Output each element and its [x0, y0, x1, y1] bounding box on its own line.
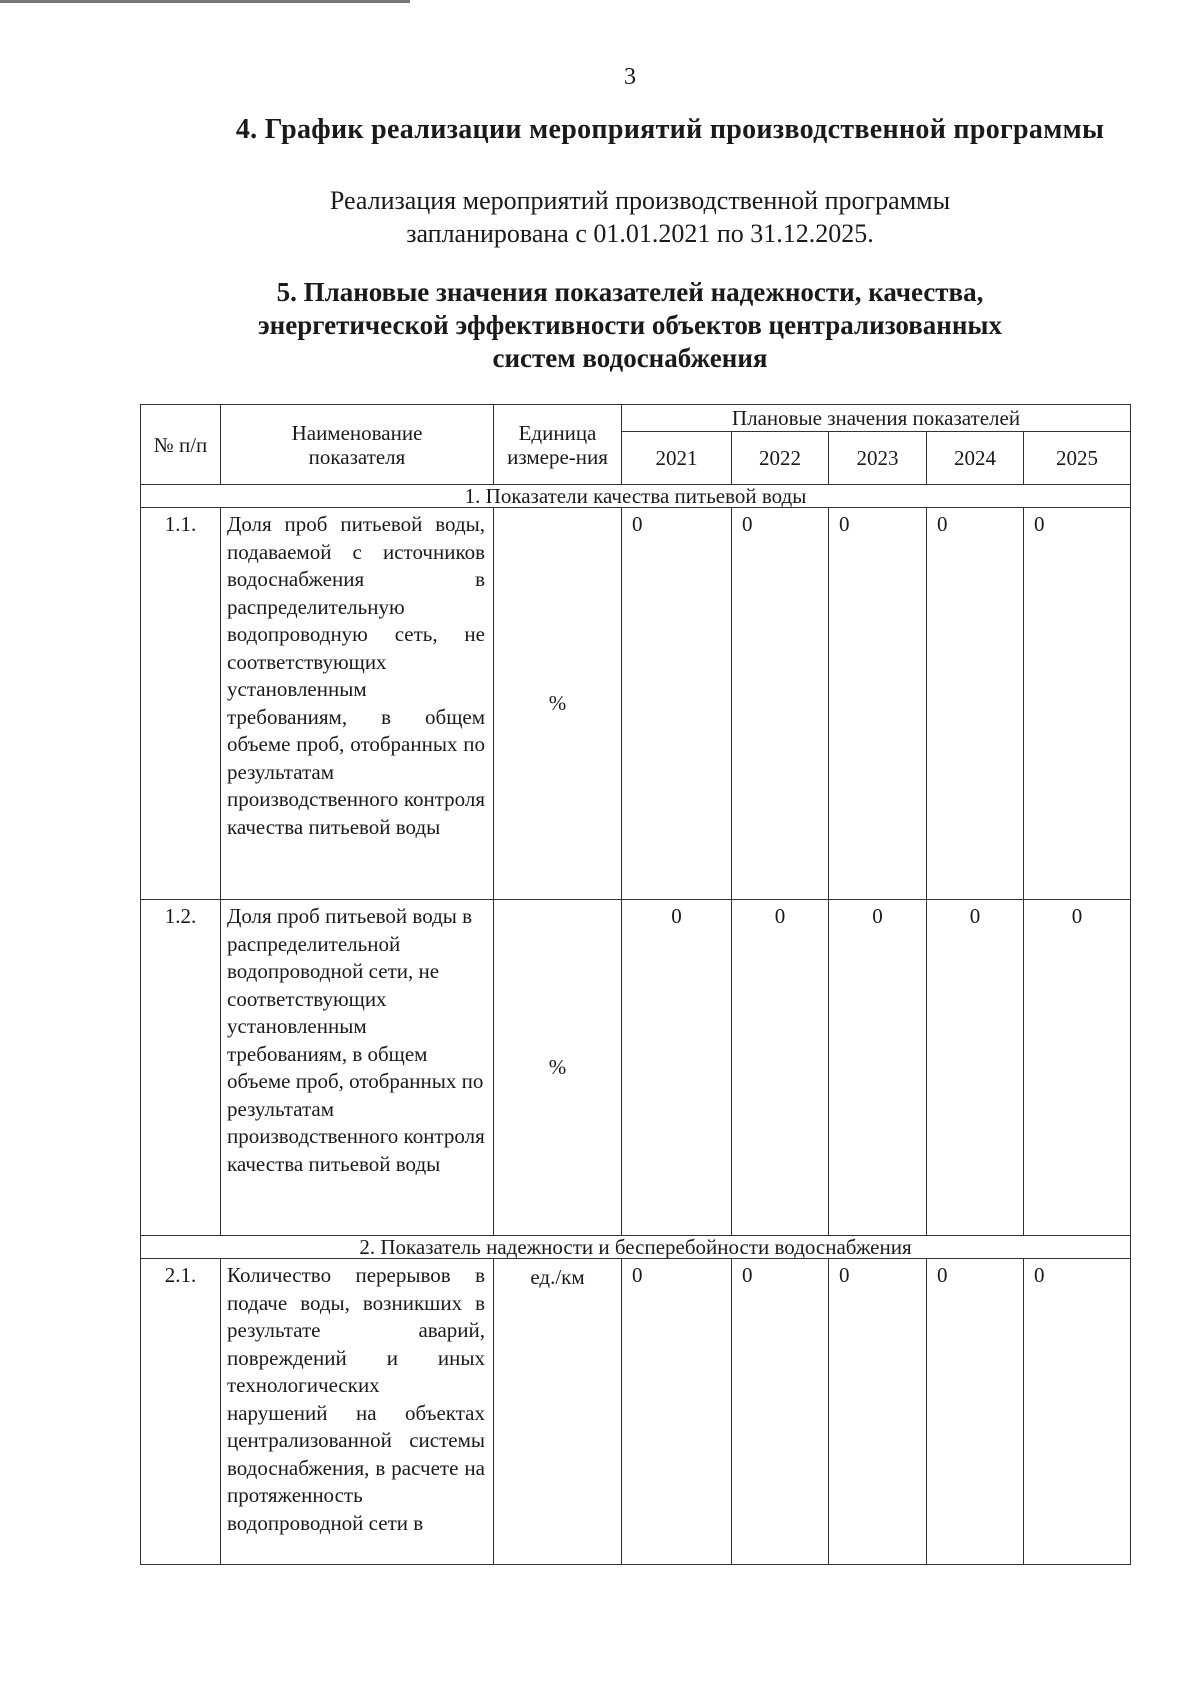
header-unit: Единица измере-ния	[494, 405, 622, 485]
header-year: 2024	[927, 432, 1024, 485]
header-planned-values: Плановые значения показателей	[622, 405, 1131, 432]
section-title: 2. Показатель надежности и бесперебойности водоснабжения	[141, 1236, 1131, 1259]
header-year: 2021	[622, 432, 732, 485]
row-value: 0	[829, 900, 927, 1236]
row-value: 0	[1024, 1259, 1131, 1565]
section4-title: 4. График реализации мероприятий производственной программы	[235, 114, 1105, 145]
row-name: Доля проб питьевой воды в распределительной водопроводной сети, не соответствующих установленным требованиям, в общем объеме проб, отобранных по результатам производственного контроля качества питьевой воды	[221, 900, 494, 1236]
section5-title-line1: 5. Плановые значения показателей надежности, качества,	[276, 277, 984, 307]
row-value: 0	[622, 1259, 732, 1565]
page-number: 3	[624, 64, 636, 90]
section4-text-line2: запланирована с 01.01.2021 по 31.12.2025.	[406, 219, 874, 248]
header-year: 2023	[829, 432, 927, 485]
row-value: 0	[829, 508, 927, 900]
table-row	[141, 508, 1131, 900]
header-year: 2022	[732, 432, 829, 485]
section4-text	[240, 184, 1040, 250]
row-name: Доля проб питьевой воды, подаваемой с источников водоснабжения в распределительную водопроводную сеть, не соответствующих установленным требованиям, в общем объеме проб, отобранных по результатам производственного контроля качества питьевой воды	[221, 508, 494, 900]
row-value: 0	[927, 1259, 1024, 1565]
section4-text-line1: Реализация мероприятий производственной программы	[329, 186, 951, 215]
section5-title	[210, 276, 1050, 375]
section-row	[141, 485, 1131, 508]
row-value: 0	[927, 508, 1024, 900]
scan-edge	[0, 0, 410, 3]
table-header-row	[141, 405, 1131, 432]
header-num: № п/п	[141, 405, 221, 485]
row-value: 0	[622, 900, 732, 1236]
row-value: 0	[927, 900, 1024, 1236]
section-row	[141, 1236, 1131, 1259]
table-row	[141, 1259, 1131, 1565]
row-value: 0	[732, 900, 829, 1236]
header-name: Наименование показателя	[221, 405, 494, 485]
row-unit: ед./км	[494, 1259, 622, 1565]
row-unit: %	[494, 900, 622, 1236]
row-num: 1.1.	[141, 508, 221, 900]
table-row	[141, 900, 1131, 1236]
row-value: 0	[829, 1259, 927, 1565]
section5-title-line2: энергетической эффективности объектов централизованных	[257, 310, 1002, 340]
row-value: 0	[1024, 508, 1131, 900]
row-value: 0	[1024, 900, 1131, 1236]
row-value: 0	[732, 508, 829, 900]
row-num: 2.1.	[141, 1259, 221, 1565]
section-title: 1. Показатели качества питьевой воды	[141, 485, 1131, 508]
row-num: 1.2.	[141, 900, 221, 1236]
header-year: 2025	[1024, 432, 1131, 485]
section5-title-line3: систем водоснабжения	[492, 343, 768, 373]
row-value: 0	[732, 1259, 829, 1565]
row-value: 0	[622, 508, 732, 900]
row-name: Количество перерывов в подаче воды, возникших в результате аварий, повреждений и иных технологических нарушений на объектах централизованной системы водоснабжения, в расчете на протяженность водопроводной сети в	[221, 1259, 494, 1565]
row-unit: %	[494, 508, 622, 900]
indicators-table	[140, 404, 1131, 1565]
